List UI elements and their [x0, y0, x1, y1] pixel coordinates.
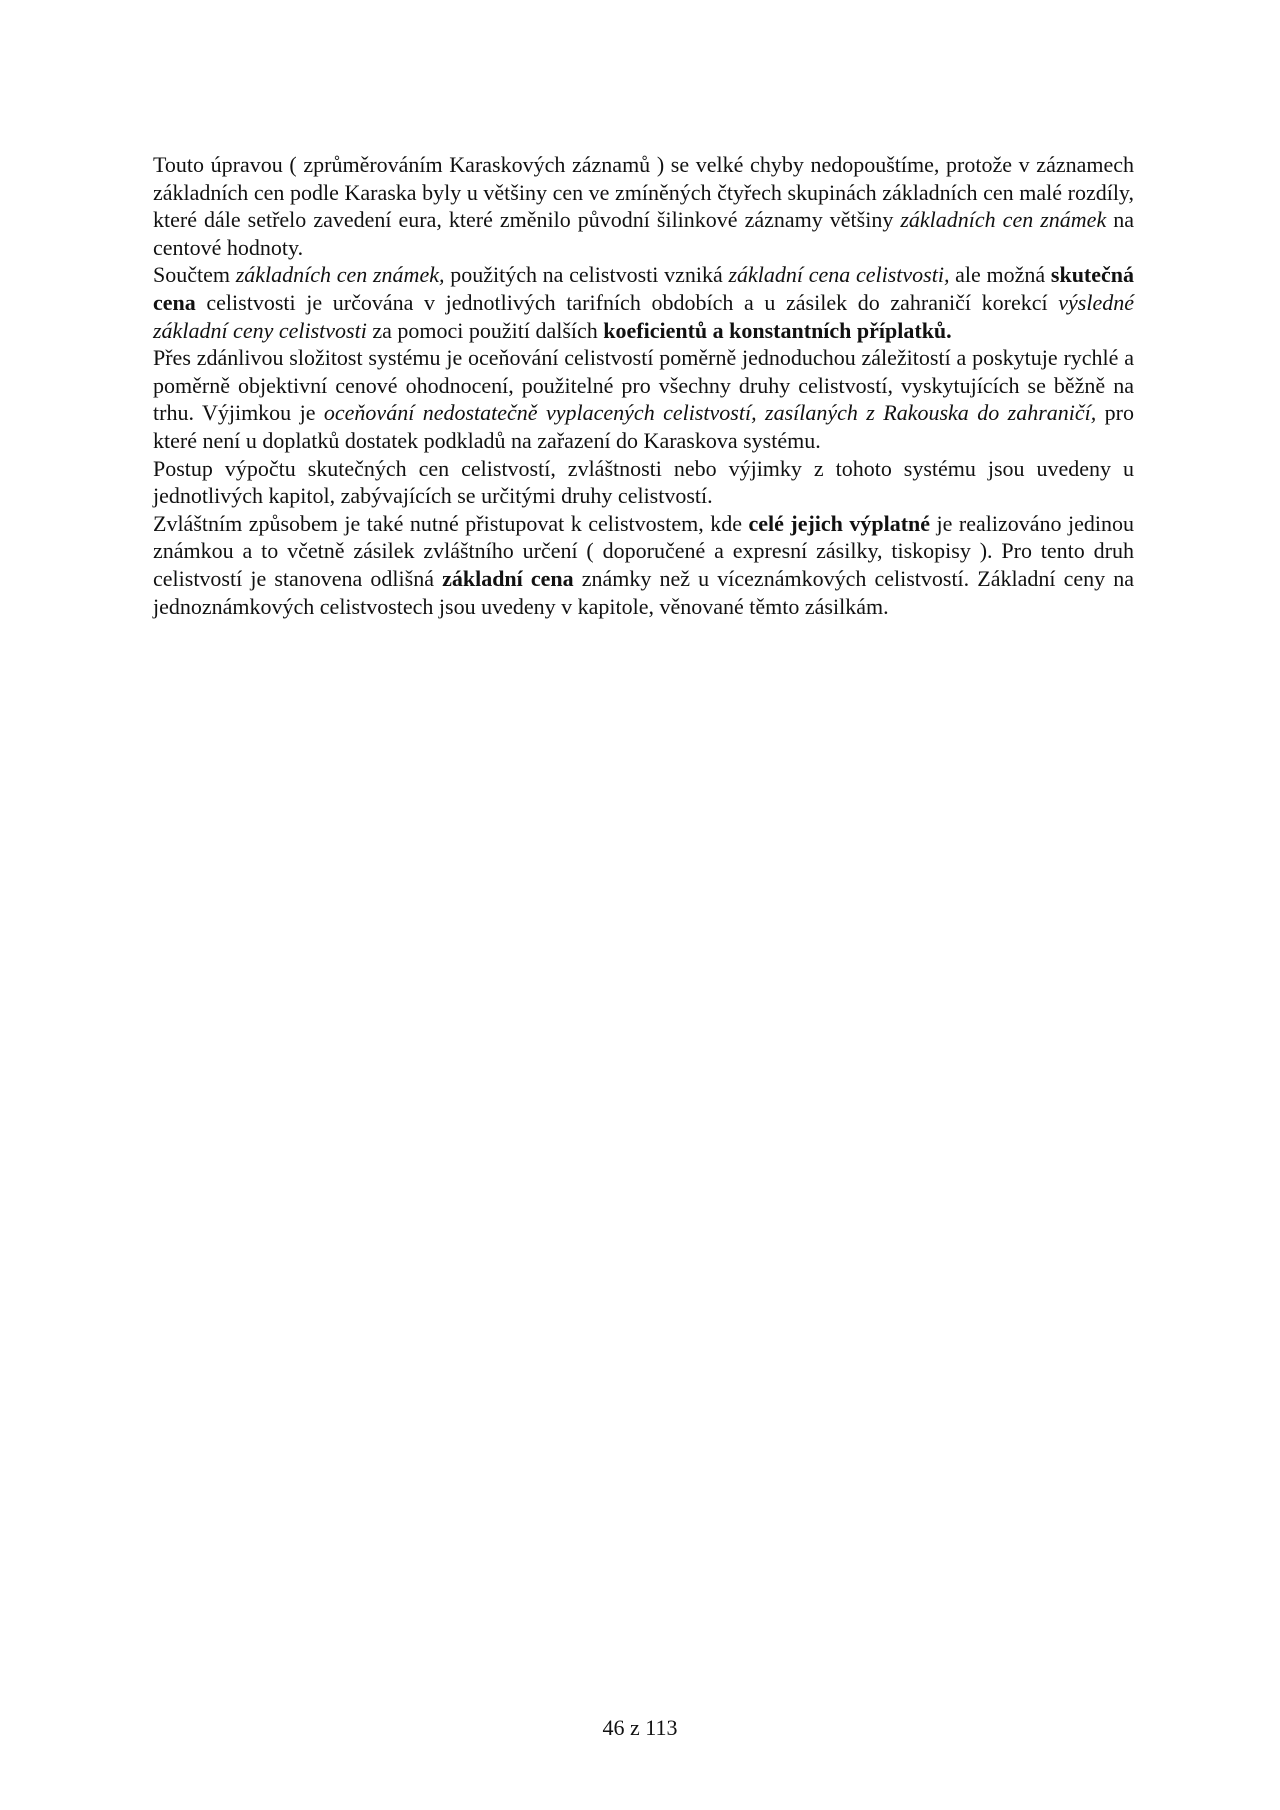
- text-run-italic: výsledné základní ceny celistvosti: [153, 289, 1134, 343]
- text-run-italic: základních cen známek: [900, 207, 1107, 233]
- text-run: známky než u víceznámkových celistvostí. Základní ceny na jednoznámkových celistvostech jsou uvedeny v kapitole, věnované těmto zásilkám.: [153, 565, 1134, 619]
- paragraph: [153, 344, 1134, 454]
- paragraph: [153, 510, 1134, 620]
- paragraph: [153, 151, 1134, 261]
- text-run: Postup výpočtu skutečných cen celistvostí, zvláštnosti nebo výjimky z tohoto systému jsou uvedeny u jednotlivých kapitol, zabývajících se určitými druhy celistvostí.: [153, 455, 1134, 509]
- text-run: na centové hodnoty.: [153, 207, 1135, 260]
- text-run-italic: základní cena celistvosti,: [728, 262, 950, 288]
- text-run: za pomoci použití dalších: [366, 317, 604, 343]
- paragraph: [153, 261, 1134, 344]
- text-run: Touto úpravou ( zprůměrováním Karaskových záznamů ) se velké chyby nedopouštíme, protože v záznamech základních cen podle Karaska byly u většiny cen ve zmíněných čtyřech skupinách základních cen malé rozdíly, které dále setřelo zavedení eura, které změnilo původní šilinkové záznamy většiny: [153, 152, 1134, 233]
- text-run-bold: koeficientů a konstantních příplatků.: [603, 317, 952, 343]
- body-text: [153, 151, 1134, 620]
- text-run: Součtem: [153, 262, 236, 288]
- text-run-italic: oceňování nedostatečně vyplacených celistvostí, zasílaných z Rakouska do zahraničí,: [323, 400, 1097, 426]
- text-run-bold: základní cena: [442, 565, 574, 591]
- text-run: pro které není u doplatků dostatek podkladů na zařazení do Karaskova systému.: [153, 400, 1134, 453]
- text-run: Přes zdánlivou složitost systému je oceňování celistvostí poměrně jednoduchou záležitostí a poskytuje rychlé a poměrně objektivní cenové ohodnocení, použitelné pro všechny druhy celistvostí, vyskytujících se běžně na trhu. Výjimkou je: [153, 345, 1134, 426]
- text-run: ale možná: [949, 262, 1051, 288]
- page-number: 46 z 113: [602, 1715, 678, 1740]
- text-run: celistvosti je určována v jednotlivých tarifních obdobích a u zásilek do zahraničí korekcí: [195, 289, 1059, 315]
- text-run: Zvláštním způsobem je také nutné přistupovat k celistvostem, kde: [153, 510, 749, 536]
- text-run-bold: celé jejich výplatné: [748, 510, 931, 536]
- text-run: použitých na celistvosti vzniká: [444, 262, 729, 288]
- text-run-bold: skutečná cena: [153, 262, 1135, 315]
- text-run: je realizováno jedinou známkou a to včetně zásilek zvláštního určení ( doporučené a expresní zásilky, tiskopisy ). Pro tento druh celistvostí je stanovena odlišná: [153, 510, 1135, 591]
- text-run-italic: základních cen známek,: [235, 262, 445, 288]
- paragraph: [153, 455, 1134, 510]
